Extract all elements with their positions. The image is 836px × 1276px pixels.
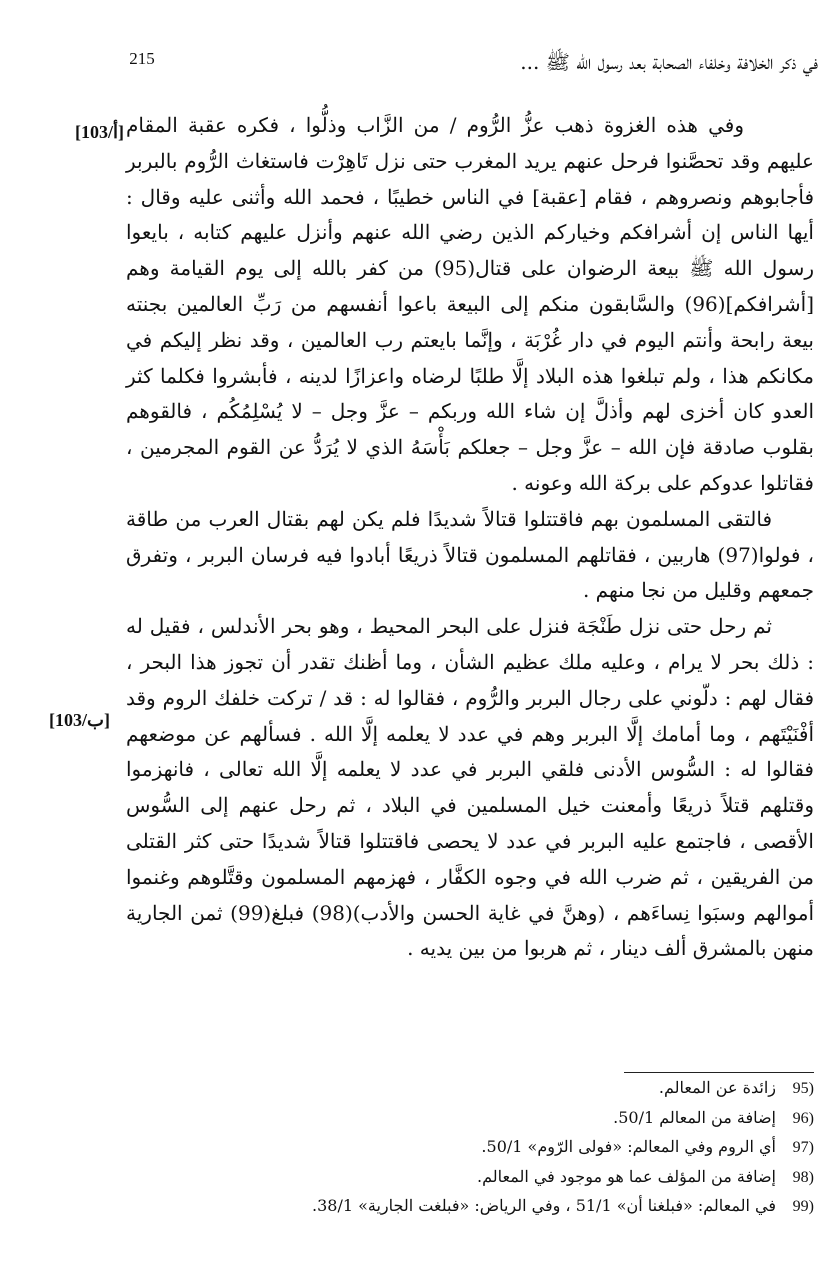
footnote-divider xyxy=(624,1072,814,1073)
paragraph-3: ثم رحل حتى نزل طَنْجَة فنزل على البحر المحيط ، وهو بحر الأندلس ، فقيل له : ذلك بحر لا يرام ، وعليه ملك عظيم الشأن ، وما أظنك تقدر أن تجوز هذا البحر ، فقال لهم : دلّوني على رجال البربر والرُّوم ، فقالوا له : قد / تركت خلفك الروم وقد أفْنَيْتَهم ، وما أمامك إلَّا البربر وهم في عدد لا يعلمه إلَّا الله . فسألهم عن موضعهم فقالوا له : السُّوس الأدنى فلقي البربر في عدد لا يعلمه إلَّا الله تعالى ، فانهزموا وقتلهم قتلاً ذريعًا وأمعنت خيل المسلمين في البلاد ، ثم رحل عنهم إلى السُّوس الأقصى ، فاجتمع عليه البربر في عدد لا يحصى فاقتتلوا قتالاً شديدًا حتى كثر القتلى من الفريقين ، ثم ضرب الله في وجوه الكفَّار ، فهزمهم المسلمون وقتَّلوهم وغنموا أموالهم وسبَوا نِساءَهم ، (وهنَّ في غاية الحسن والأدب)(98) فبلغ(99) ثمن الجارية منهن بالمشرق ألف دينار ، ثم هربوا من بين يديه . xyxy=(126,614,814,961)
footnote-number: 97) xyxy=(792,1139,814,1156)
footnote-number: 95) xyxy=(792,1080,814,1097)
footnote-number: 99) xyxy=(792,1198,814,1215)
footnote-99 xyxy=(94,1192,814,1222)
footnote-text: إضافة من المؤلف عما هو موجود في المعالم. xyxy=(476,1166,776,1186)
margin-folio-ref-a: [103/أ] xyxy=(74,122,124,142)
footnote-96 xyxy=(94,1104,814,1134)
footnote-95 xyxy=(94,1074,814,1104)
footnote-98 xyxy=(94,1163,814,1193)
footnote-number: 96) xyxy=(792,1109,814,1127)
running-head: في ذكر الخلافة وخلفاء الصحابة بعد رسول الله ﷺ ... xyxy=(520,50,818,74)
footnote-text: إضافة من المعالم 50/1. xyxy=(613,1107,776,1127)
footnote-number: 98) xyxy=(792,1168,814,1186)
footnote-text: زائدة عن المعالم. xyxy=(658,1078,776,1097)
main-text xyxy=(126,108,814,967)
footnote-text: أي الروم وفي المعالم: «فولى الرّوم» 50/1. xyxy=(481,1137,776,1156)
paragraph-2: فالتقى المسلمون بهم فاقتتلوا قتالاً شديدًا فلم يكن لهم بقتال العرب من طاقة ، فولوا(97) هاربين ، فقاتلهم المسلمون قتالاً ذريعًا أبادوا فيه فرسان البربر ، وتفرق جمعهم وقليل من نجا منهم . xyxy=(126,506,814,603)
page-number: 215 xyxy=(129,49,155,68)
footnote-97 xyxy=(94,1133,814,1163)
paragraph-1: وفي هذه الغزوة ذهب عزُّ الرُّوم / من الزَّاب وذلُّوا ، فكره عقبة المقام عليهم وقد تحصَّنوا فرحل عنهم يريد المغرب حتى نزل تَاهِرْت فاستغاث الرُّوم بالبربر فأجابوهم ونصروهم ، فقام [عقبة] في الناس خطيبًا ، فحمد الله وأثنى عليه وقال : أيها الناس إن أشرافكم وخياركم الذين رضي الله عنهم وأنزل عليهم كتابه ، بايعوا رسول الله ﷺ بيعة الرضوان على قتال(95) من كفر بالله إلى يوم القيامة وهم [أشرافكم](96) والسَّابقون منكم إلى البيعة باعوا أنفسهم من رَبِّ العالمين بجنته بيعة رابحة وأنتم اليوم في دار غُرْبَة ، وإنَّما بايعتم رب العالمين ، وقد نظر إليكم في مكانكم هذا ، ولم تبلغوا هذه البلاد إلَّا طلبًا لرضاه واعزازًا لدينه ، فأبشروا فكلما كثر العدو كان أخزى لهم وأذلَّ إن شاء الله وربكم – عزَّ وجل – لا يُسْلِمُكُم ، فالقوهم بقلوب صادقة فإن الله – عزَّ وجل – جعلكم بَأْسَهُ الذي لا يُرَدُّ عن القوم المجرمين ، فقاتلوا عدوكم على بركة الله وعونه . xyxy=(126,113,815,495)
footnotes xyxy=(94,1074,814,1222)
margin-folio-ref-b: [103/ب] xyxy=(49,710,110,730)
footnote-text: في المعالم: «فبلغنا أن» 51/1 ، وفي الرياض: «فبلغت الجارية» 38/1. xyxy=(311,1196,776,1215)
